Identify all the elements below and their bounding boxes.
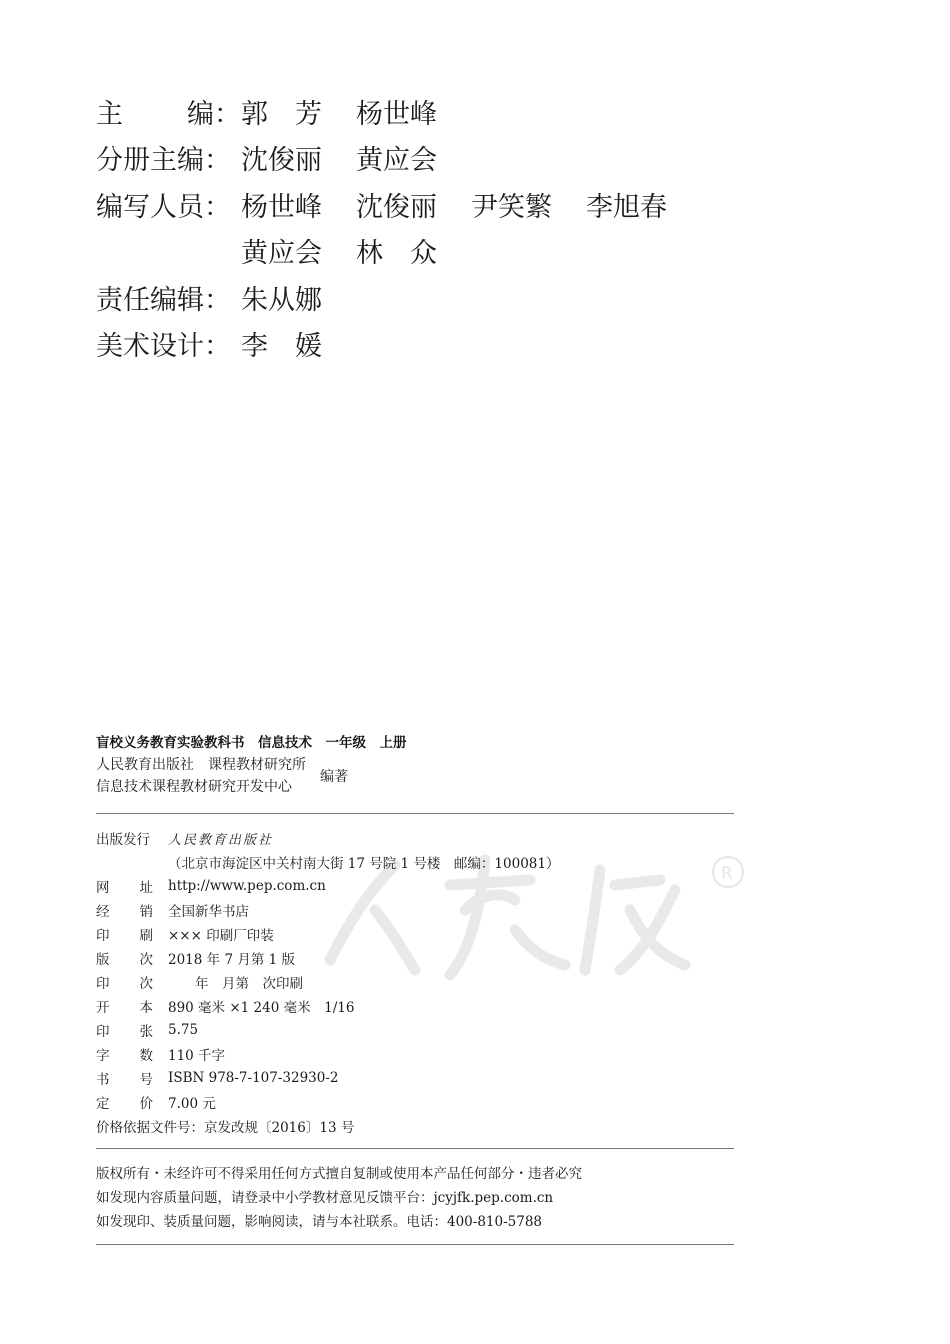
credit-row-volume-editor bbox=[96, 135, 701, 182]
divider-rule bbox=[96, 813, 734, 814]
price-basis-row bbox=[96, 1114, 559, 1138]
info-row-price bbox=[96, 1090, 559, 1114]
info-label: 印 刷 bbox=[96, 928, 153, 944]
credit-row-chief-editor bbox=[96, 88, 701, 135]
book-title: 盲校义务教育实验教科书 信息技术 一年级 上册 bbox=[96, 735, 407, 751]
footer-notices bbox=[96, 1160, 582, 1232]
info-label: 出版发行 bbox=[96, 832, 150, 848]
info-label: 开 本 bbox=[96, 1000, 153, 1016]
credit-names bbox=[241, 324, 356, 363]
credit-names bbox=[241, 138, 471, 177]
info-label: 经 销 bbox=[96, 904, 153, 920]
website-link[interactable]: http://www.pep.com.cn bbox=[168, 878, 326, 894]
author-line: 信息技术课程教材研究开发中心 bbox=[96, 779, 292, 795]
credit-name: 杨世峰 bbox=[241, 191, 322, 223]
info-value: 2018 年 7 月第 1 版 bbox=[168, 952, 295, 968]
credit-name: 郭 芳 bbox=[241, 98, 322, 130]
credit-name: 朱从娜 bbox=[241, 284, 322, 316]
credit-name: 沈俊丽 bbox=[356, 191, 437, 223]
credit-role: 责任编辑： bbox=[96, 284, 231, 316]
credit-name: 黄应会 bbox=[241, 238, 322, 270]
credit-name: 尹笑繁 bbox=[471, 191, 552, 223]
info-value: 年 月第 次印刷 bbox=[168, 976, 303, 992]
address-row bbox=[96, 850, 559, 874]
info-value: ××× 印刷厂印装 bbox=[168, 928, 274, 944]
publisher-row bbox=[96, 826, 559, 850]
credit-names bbox=[241, 278, 356, 317]
info-value: 全国新华书店 bbox=[168, 904, 249, 920]
credit-role: 美术设计： bbox=[96, 331, 231, 363]
info-label: 网 址 bbox=[96, 880, 153, 896]
info-value: 110 千字 bbox=[168, 1048, 226, 1064]
credits-block bbox=[96, 88, 701, 367]
credit-name: 林 众 bbox=[356, 238, 437, 270]
credit-row-responsible-editor bbox=[96, 274, 701, 321]
info-row-format bbox=[96, 994, 559, 1018]
info-row-printer bbox=[96, 922, 559, 946]
credit-names bbox=[241, 92, 471, 131]
authors-suffix: 编著 bbox=[320, 769, 348, 785]
info-value: 5.75 bbox=[168, 1022, 199, 1038]
copyright-notice: 版权所有・未经许可不得采用任何方式擅自复制或使用本产品任何部分・违者必究 bbox=[96, 1166, 582, 1182]
credit-names bbox=[241, 231, 471, 270]
credit-names bbox=[241, 185, 701, 224]
info-row-word-count bbox=[96, 1042, 559, 1066]
credit-name: 李旭春 bbox=[586, 191, 667, 223]
credit-name: 李 媛 bbox=[241, 331, 322, 363]
divider-rule bbox=[96, 1244, 734, 1245]
credit-role: 编写人员： bbox=[96, 191, 231, 223]
divider-rule bbox=[96, 1148, 734, 1149]
info-label: 定 价 bbox=[96, 1096, 153, 1112]
print-quality-notice: 如发现印、装质量问题，影响阅读，请与本社联系。电话：400-810-5788 bbox=[96, 1214, 543, 1230]
info-row-edition bbox=[96, 946, 559, 970]
credit-name: 杨世峰 bbox=[356, 98, 437, 130]
price-basis: 价格依据文件号：京发改规〔2016〕13 号 bbox=[96, 1120, 355, 1136]
credit-row-writers-cont bbox=[96, 228, 701, 275]
info-row-isbn bbox=[96, 1066, 559, 1090]
publisher-address: （北京市海淀区中关村南大街 17 号院 1 号楼 邮编：100081） bbox=[168, 856, 560, 872]
info-row-distributor bbox=[96, 898, 559, 922]
info-label: 书 号 bbox=[96, 1072, 153, 1088]
publication-info bbox=[96, 826, 559, 1138]
authors-block bbox=[96, 754, 348, 798]
info-row-website bbox=[96, 874, 559, 898]
info-row-sheets bbox=[96, 1018, 559, 1042]
info-value: ISBN 978-7-107-32930-2 bbox=[168, 1070, 339, 1086]
info-label: 印 次 bbox=[96, 976, 153, 992]
publisher-logo-text: 人民教育出版社 bbox=[168, 832, 274, 848]
credit-role: 分册主编： bbox=[96, 145, 231, 177]
credit-row-art-design bbox=[96, 321, 701, 368]
credit-row-writers bbox=[96, 181, 701, 228]
info-label: 版 次 bbox=[96, 952, 153, 968]
content-feedback-notice: 如发现内容质量问题，请登录中小学教材意见反馈平台：jcyjfk.pep.com.cn bbox=[96, 1190, 554, 1206]
credit-role: 主 编： bbox=[96, 98, 241, 130]
info-row-printing bbox=[96, 970, 559, 994]
credit-name: 黄应会 bbox=[356, 145, 437, 177]
author-line: 人民教育出版社 课程教材研究所 bbox=[96, 757, 306, 773]
svg-text:R: R bbox=[721, 864, 733, 884]
info-value: 7.00 元 bbox=[168, 1096, 216, 1112]
info-label: 印 张 bbox=[96, 1024, 153, 1040]
info-value: 890 毫米 ×1 240 毫米 1/16 bbox=[168, 1000, 355, 1016]
info-label: 字 数 bbox=[96, 1048, 153, 1064]
credit-name: 沈俊丽 bbox=[241, 145, 322, 177]
